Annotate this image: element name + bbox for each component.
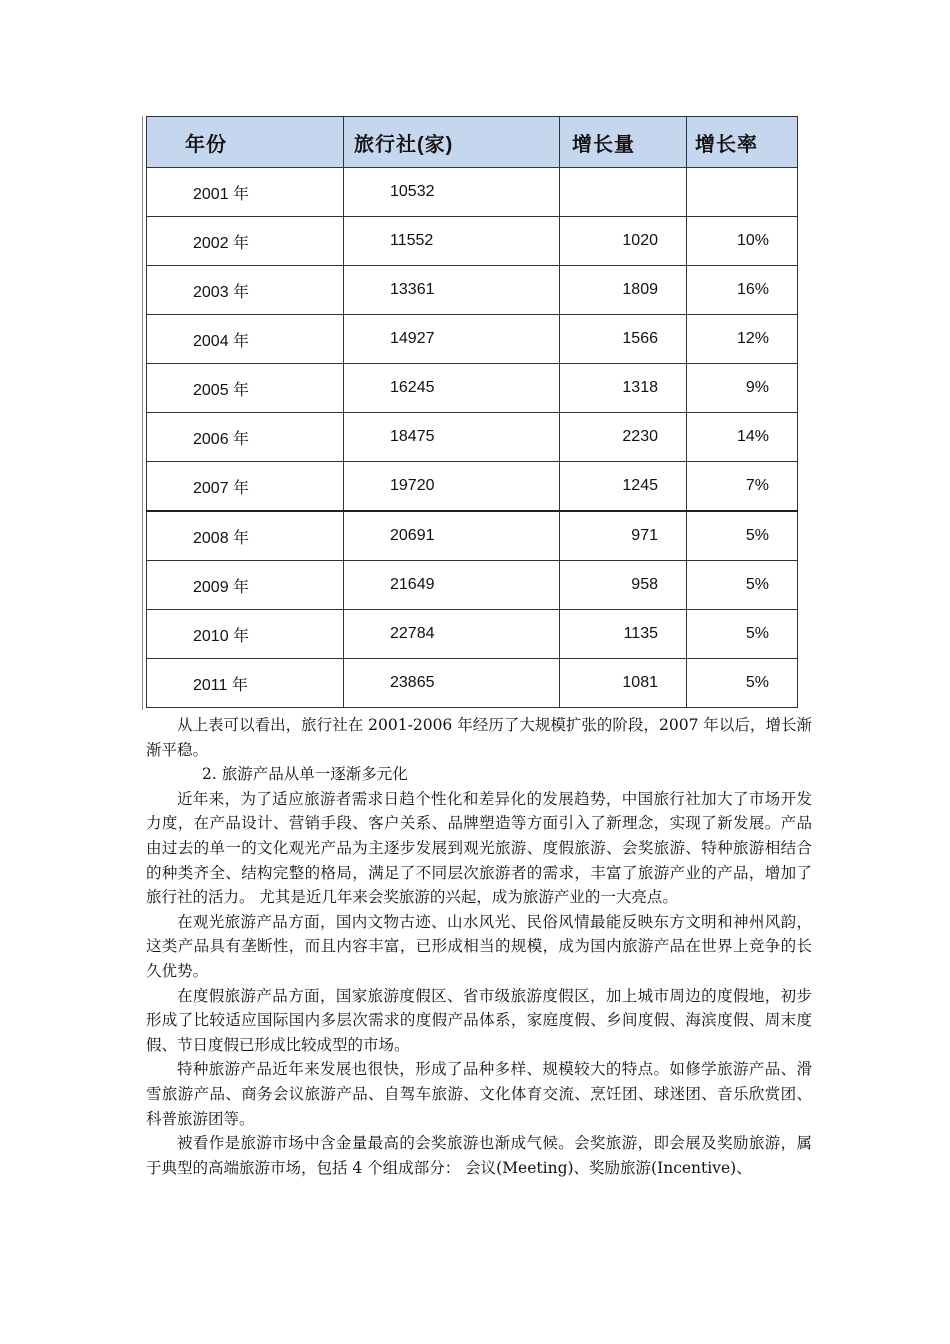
- table-row: [147, 511, 798, 561]
- table-row: [147, 413, 798, 462]
- cell-rate: 5%: [687, 561, 798, 610]
- cell-year: 2006 年: [147, 413, 344, 462]
- cell-growth: [560, 168, 687, 217]
- paragraph-table-summary: 从上表可以看出，旅行社在 2001-2006 年经历了大规模扩张的阶段，2007 年以后，增长渐渐平稳。: [146, 716, 812, 759]
- cell-agencies: 13361: [344, 266, 560, 315]
- table-row: [147, 315, 798, 364]
- table-left-rule: [142, 116, 143, 710]
- cell-growth: 958: [560, 561, 687, 610]
- cell-rate: 7%: [687, 462, 798, 512]
- cell-rate: 9%: [687, 364, 798, 413]
- cell-growth: 971: [560, 511, 687, 561]
- cell-agencies: 16245: [344, 364, 560, 413]
- cell-growth: 1135: [560, 610, 687, 659]
- cell-year: 2005 年: [147, 364, 344, 413]
- table-row: [147, 462, 798, 512]
- paragraph-mice-tourism: 被看作是旅游市场中含金量最高的会奖旅游也渐成气候。会奖旅游，即会展及奖励旅游，属于典型的高端旅游市场，包括 4 个组成部分： 会议(Meeting)、奖励旅游(Incentive)、: [146, 1134, 812, 1177]
- cell-rate: 12%: [687, 315, 798, 364]
- cell-year: 2011 年: [147, 659, 344, 708]
- header-year: 年份: [147, 117, 344, 168]
- cell-rate: 5%: [687, 610, 798, 659]
- cell-rate: 5%: [687, 659, 798, 708]
- cell-growth: 1020: [560, 217, 687, 266]
- cell-growth: 1081: [560, 659, 687, 708]
- cell-rate: 5%: [687, 511, 798, 561]
- cell-rate: [687, 168, 798, 217]
- cell-agencies: 21649: [344, 561, 560, 610]
- paragraph-special-products: 特种旅游产品近年来发展也很快，形成了品种多样、规模较大的特点。如修学旅游产品、滑雪旅游产品、商务会议旅游产品、自驾车旅游、文化体育交流、烹饪团、球迷团、音乐欣赏团、科普旅游团等。: [146, 1060, 812, 1128]
- cell-growth: 2230: [560, 413, 687, 462]
- cell-year: 2009 年: [147, 561, 344, 610]
- cell-year: 2007 年: [147, 462, 344, 512]
- cell-agencies: 11552: [344, 217, 560, 266]
- header-rate: 增长率: [687, 117, 798, 168]
- header-growth: 增长量: [560, 117, 687, 168]
- cell-rate: 10%: [687, 217, 798, 266]
- cell-agencies: 18475: [344, 413, 560, 462]
- cell-year: 2001 年: [147, 168, 344, 217]
- table-row: [147, 217, 798, 266]
- table-row: [147, 168, 798, 217]
- cell-year: 2003 年: [147, 266, 344, 315]
- cell-agencies: 20691: [344, 511, 560, 561]
- cell-rate: 16%: [687, 266, 798, 315]
- table-header-row: [147, 117, 798, 168]
- paragraph-sightseeing-products: 在观光旅游产品方面，国内文物古迹、山水风光、民俗风情最能反映东方文明和神州风韵，这类产品具有垄断性，而且内容丰富，已形成相当的规模，成为国内旅游产品在世界上竞争的长久优势。: [146, 912, 812, 980]
- paragraph-vacation-products: 在度假旅游产品方面，国家旅游度假区、省市级旅游度假区，加上城市周边的度假地，初步形成了比较适应国际国内多层次需求的度假产品体系，家庭度假、乡间度假、海滨度假、周末度假、节日度假已形成比较成型的市场。: [146, 986, 812, 1054]
- table-row: [147, 364, 798, 413]
- cell-year: 2008 年: [147, 511, 344, 561]
- cell-growth: 1809: [560, 266, 687, 315]
- table-row: [147, 610, 798, 659]
- cell-year: 2010 年: [147, 610, 344, 659]
- table-row: [147, 659, 798, 708]
- body-text: [146, 713, 812, 1180]
- cell-agencies: 22784: [344, 610, 560, 659]
- cell-rate: 14%: [687, 413, 798, 462]
- cell-year: 2002 年: [147, 217, 344, 266]
- header-agencies: 旅行社(家): [344, 117, 560, 168]
- cell-growth: 1566: [560, 315, 687, 364]
- cell-agencies: 19720: [344, 462, 560, 512]
- travel-agency-table: [146, 116, 798, 708]
- cell-growth: 1318: [560, 364, 687, 413]
- cell-agencies: 14927: [344, 315, 560, 364]
- data-table-container: [146, 116, 769, 710]
- section-heading: 2. 旅游产品从单一逐渐多元化: [202, 765, 408, 784]
- table-row: [147, 561, 798, 610]
- cell-agencies: 10532: [344, 168, 560, 217]
- cell-agencies: 23865: [344, 659, 560, 708]
- cell-growth: 1245: [560, 462, 687, 512]
- paragraph-product-diversification: 近年来，为了适应旅游者需求日趋个性化和差异化的发展趋势，中国旅行社加大了市场开发力度，在产品设计、营销手段、客户关系、品牌塑造等方面引入了新理念，实现了新发展。产品由过去的单一的文化观光产品为主逐步发展到观光旅游、度假旅游、会奖旅游、特种旅游相结合的种类齐全、结构完整的格局，满足了不同层次旅游者的需求，丰富了旅游产业的产品，增加了旅行社的活力。 尤其是近几年来会奖旅游的兴起，成为旅游产业的一大亮点。: [146, 789, 812, 907]
- cell-year: 2004 年: [147, 315, 344, 364]
- table-row: [147, 266, 798, 315]
